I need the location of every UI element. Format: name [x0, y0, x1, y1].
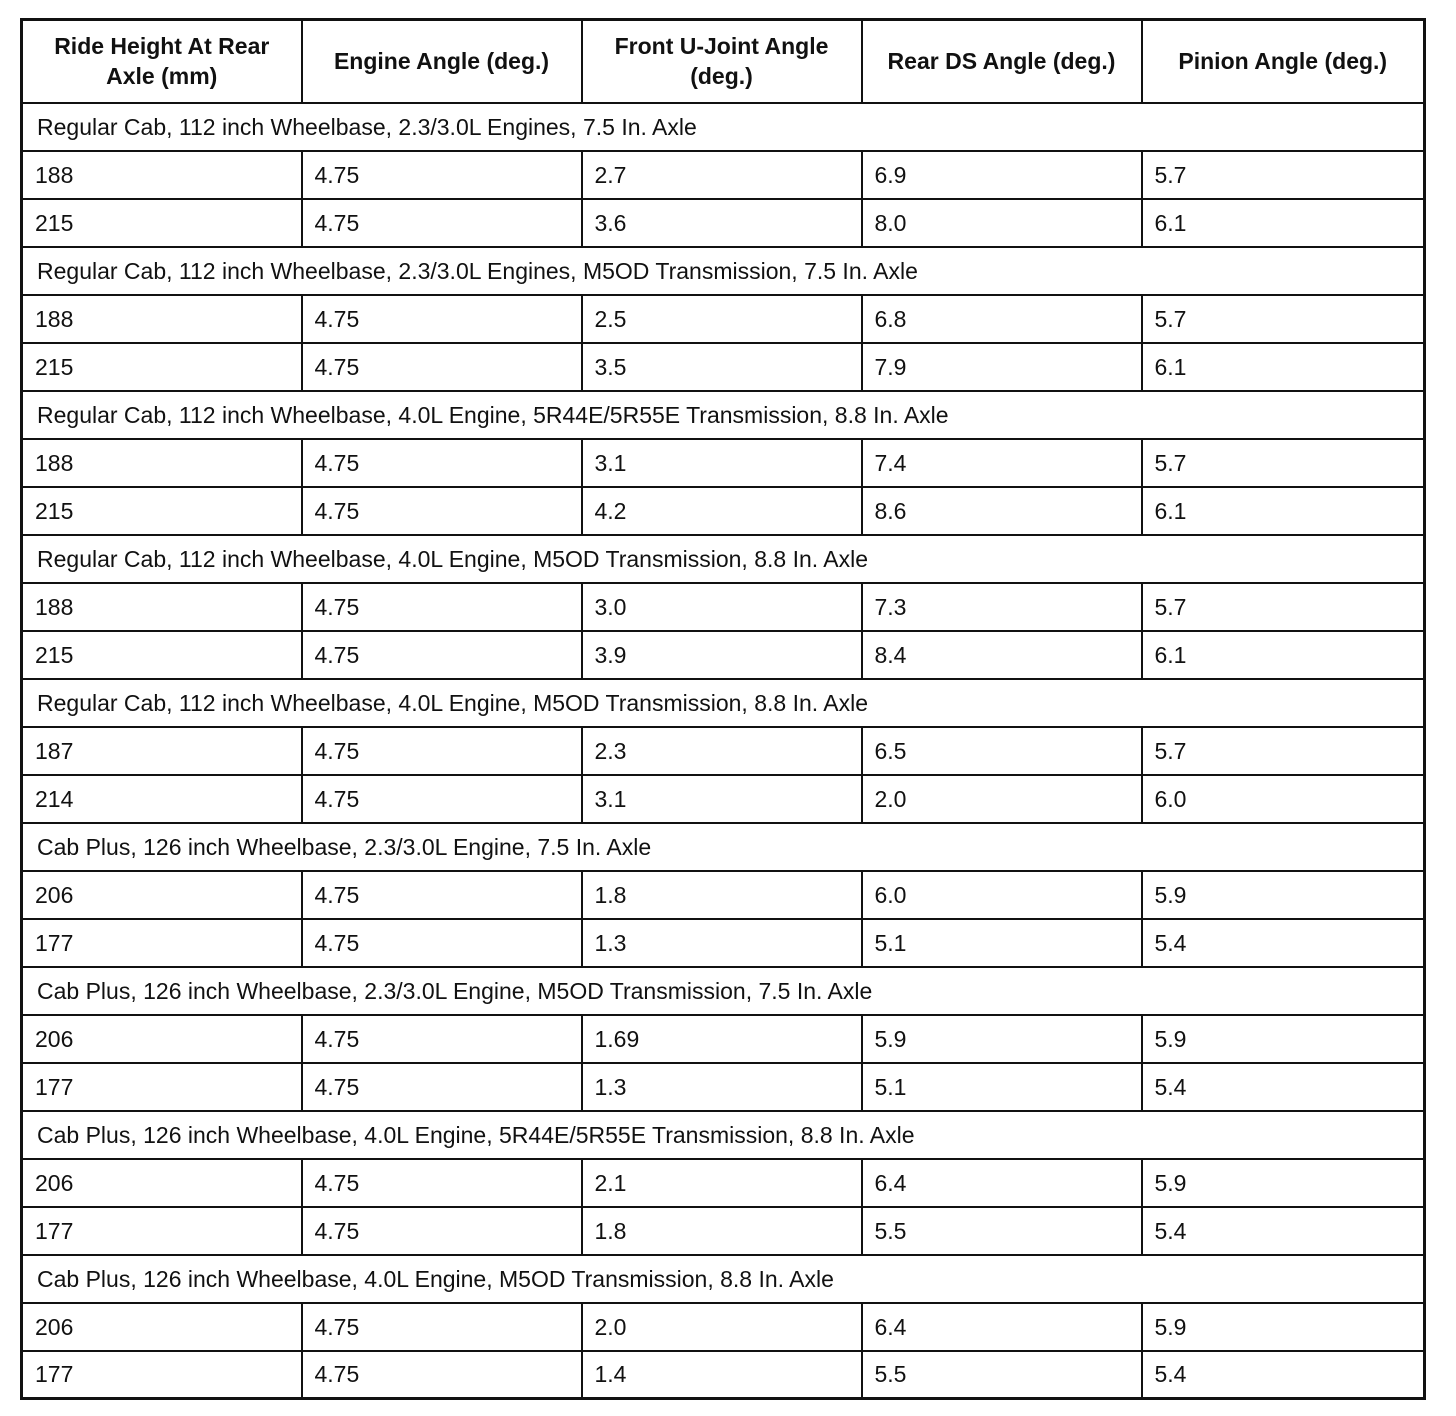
- front-ujoint-angle-cell: 1.8: [582, 871, 862, 919]
- pinion-angle-cell: 5.9: [1142, 871, 1425, 919]
- rear-ds-angle-cell: 7.3: [862, 583, 1142, 631]
- ride-height-cell: 177: [22, 1063, 302, 1111]
- table-row: [22, 343, 1425, 391]
- engine-angle-cell: 4.75: [302, 1207, 582, 1255]
- driveline-angle-table-container: [20, 18, 1423, 1400]
- pinion-angle-cell: 5.9: [1142, 1303, 1425, 1351]
- driveline-angle-table: [20, 18, 1426, 1400]
- group-title: Cab Plus, 126 inch Wheelbase, 2.3/3.0L Engine, 7.5 In. Axle: [22, 823, 1425, 871]
- engine-angle-cell: 4.75: [302, 487, 582, 535]
- pinion-angle-cell: 6.1: [1142, 487, 1425, 535]
- rear-ds-angle-cell: 5.5: [862, 1351, 1142, 1399]
- header-ride-height: Ride Height At Rear Axle (mm): [22, 20, 302, 103]
- pinion-angle-cell: 5.7: [1142, 151, 1425, 199]
- engine-angle-cell: 4.75: [302, 1015, 582, 1063]
- front-ujoint-angle-cell: 1.3: [582, 1063, 862, 1111]
- front-ujoint-angle-cell: 3.9: [582, 631, 862, 679]
- table-row: [22, 1207, 1425, 1255]
- engine-angle-cell: 4.75: [302, 583, 582, 631]
- header-row: [22, 20, 1425, 103]
- table-row: [22, 1015, 1425, 1063]
- rear-ds-angle-cell: 5.9: [862, 1015, 1142, 1063]
- rear-ds-angle-cell: 6.0: [862, 871, 1142, 919]
- table-row: [22, 1303, 1425, 1351]
- pinion-angle-cell: 5.7: [1142, 583, 1425, 631]
- table-row: [22, 583, 1425, 631]
- ride-height-cell: 214: [22, 775, 302, 823]
- ride-height-cell: 177: [22, 919, 302, 967]
- ride-height-cell: 188: [22, 583, 302, 631]
- engine-angle-cell: 4.75: [302, 631, 582, 679]
- ride-height-cell: 215: [22, 343, 302, 391]
- front-ujoint-angle-cell: 4.2: [582, 487, 862, 535]
- rear-ds-angle-cell: 6.8: [862, 295, 1142, 343]
- table-row: [22, 1351, 1425, 1399]
- pinion-angle-cell: 6.1: [1142, 199, 1425, 247]
- rear-ds-angle-cell: 5.1: [862, 919, 1142, 967]
- group-row: [22, 391, 1425, 439]
- engine-angle-cell: 4.75: [302, 871, 582, 919]
- group-row: [22, 247, 1425, 295]
- engine-angle-cell: 4.75: [302, 439, 582, 487]
- header-engine-angle: Engine Angle (deg.): [302, 20, 582, 103]
- ride-height-cell: 215: [22, 631, 302, 679]
- rear-ds-angle-cell: 6.9: [862, 151, 1142, 199]
- rear-ds-angle-cell: 8.6: [862, 487, 1142, 535]
- engine-angle-cell: 4.75: [302, 1159, 582, 1207]
- table-row: [22, 871, 1425, 919]
- table-row: [22, 199, 1425, 247]
- rear-ds-angle-cell: 8.0: [862, 199, 1142, 247]
- group-row: [22, 535, 1425, 583]
- ride-height-cell: 188: [22, 295, 302, 343]
- pinion-angle-cell: 6.0: [1142, 775, 1425, 823]
- front-ujoint-angle-cell: 3.1: [582, 775, 862, 823]
- pinion-angle-cell: 5.4: [1142, 1207, 1425, 1255]
- header-front-ujoint-angle: Front U-Joint Angle (deg.): [582, 20, 862, 103]
- group-title: Cab Plus, 126 inch Wheelbase, 4.0L Engine, M5OD Transmission, 8.8 In. Axle: [22, 1255, 1425, 1303]
- front-ujoint-angle-cell: 1.69: [582, 1015, 862, 1063]
- table-row: [22, 439, 1425, 487]
- pinion-angle-cell: 6.1: [1142, 343, 1425, 391]
- header-rear-ds-angle: Rear DS Angle (deg.): [862, 20, 1142, 103]
- engine-angle-cell: 4.75: [302, 1351, 582, 1399]
- front-ujoint-angle-cell: 3.1: [582, 439, 862, 487]
- ride-height-cell: 215: [22, 199, 302, 247]
- engine-angle-cell: 4.75: [302, 775, 582, 823]
- table-row: [22, 727, 1425, 775]
- engine-angle-cell: 4.75: [302, 727, 582, 775]
- pinion-angle-cell: 5.4: [1142, 919, 1425, 967]
- ride-height-cell: 187: [22, 727, 302, 775]
- rear-ds-angle-cell: 7.4: [862, 439, 1142, 487]
- engine-angle-cell: 4.75: [302, 343, 582, 391]
- rear-ds-angle-cell: 6.4: [862, 1159, 1142, 1207]
- table-row: [22, 151, 1425, 199]
- group-title: Cab Plus, 126 inch Wheelbase, 2.3/3.0L Engine, M5OD Transmission, 7.5 In. Axle: [22, 967, 1425, 1015]
- engine-angle-cell: 4.75: [302, 919, 582, 967]
- front-ujoint-angle-cell: 2.1: [582, 1159, 862, 1207]
- group-title: Regular Cab, 112 inch Wheelbase, 4.0L Engine, M5OD Transmission, 8.8 In. Axle: [22, 679, 1425, 727]
- engine-angle-cell: 4.75: [302, 1063, 582, 1111]
- ride-height-cell: 206: [22, 1159, 302, 1207]
- table-body: [22, 103, 1425, 1399]
- front-ujoint-angle-cell: 3.6: [582, 199, 862, 247]
- engine-angle-cell: 4.75: [302, 295, 582, 343]
- rear-ds-angle-cell: 6.5: [862, 727, 1142, 775]
- group-row: [22, 679, 1425, 727]
- ride-height-cell: 177: [22, 1207, 302, 1255]
- pinion-angle-cell: 6.1: [1142, 631, 1425, 679]
- group-row: [22, 103, 1425, 151]
- table-row: [22, 631, 1425, 679]
- front-ujoint-angle-cell: 2.7: [582, 151, 862, 199]
- front-ujoint-angle-cell: 3.0: [582, 583, 862, 631]
- rear-ds-angle-cell: 5.1: [862, 1063, 1142, 1111]
- group-row: [22, 967, 1425, 1015]
- table-row: [22, 1063, 1425, 1111]
- ride-height-cell: 206: [22, 871, 302, 919]
- ride-height-cell: 206: [22, 1303, 302, 1351]
- front-ujoint-angle-cell: 1.4: [582, 1351, 862, 1399]
- ride-height-cell: 215: [22, 487, 302, 535]
- group-title: Regular Cab, 112 inch Wheelbase, 2.3/3.0L Engines, M5OD Transmission, 7.5 In. Axle: [22, 247, 1425, 295]
- table-row: [22, 775, 1425, 823]
- table-row: [22, 1159, 1425, 1207]
- group-row: [22, 823, 1425, 871]
- group-row: [22, 1255, 1425, 1303]
- table-row: [22, 919, 1425, 967]
- rear-ds-angle-cell: 6.4: [862, 1303, 1142, 1351]
- rear-ds-angle-cell: 5.5: [862, 1207, 1142, 1255]
- pinion-angle-cell: 5.7: [1142, 295, 1425, 343]
- pinion-angle-cell: 5.9: [1142, 1159, 1425, 1207]
- front-ujoint-angle-cell: 3.5: [582, 343, 862, 391]
- group-title: Regular Cab, 112 inch Wheelbase, 4.0L Engine, M5OD Transmission, 8.8 In. Axle: [22, 535, 1425, 583]
- rear-ds-angle-cell: 8.4: [862, 631, 1142, 679]
- front-ujoint-angle-cell: 2.5: [582, 295, 862, 343]
- pinion-angle-cell: 5.4: [1142, 1063, 1425, 1111]
- group-row: [22, 1111, 1425, 1159]
- pinion-angle-cell: 5.9: [1142, 1015, 1425, 1063]
- group-title: Regular Cab, 112 inch Wheelbase, 2.3/3.0L Engines, 7.5 In. Axle: [22, 103, 1425, 151]
- ride-height-cell: 177: [22, 1351, 302, 1399]
- engine-angle-cell: 4.75: [302, 1303, 582, 1351]
- rear-ds-angle-cell: 2.0: [862, 775, 1142, 823]
- pinion-angle-cell: 5.7: [1142, 439, 1425, 487]
- front-ujoint-angle-cell: 2.0: [582, 1303, 862, 1351]
- group-title: Regular Cab, 112 inch Wheelbase, 4.0L Engine, 5R44E/5R55E Transmission, 8.8 In. Axle: [22, 391, 1425, 439]
- header-pinion-angle: Pinion Angle (deg.): [1142, 20, 1425, 103]
- front-ujoint-angle-cell: 2.3: [582, 727, 862, 775]
- front-ujoint-angle-cell: 1.3: [582, 919, 862, 967]
- engine-angle-cell: 4.75: [302, 151, 582, 199]
- table-row: [22, 295, 1425, 343]
- ride-height-cell: 188: [22, 151, 302, 199]
- group-title: Cab Plus, 126 inch Wheelbase, 4.0L Engine, 5R44E/5R55E Transmission, 8.8 In. Axle: [22, 1111, 1425, 1159]
- front-ujoint-angle-cell: 1.8: [582, 1207, 862, 1255]
- rear-ds-angle-cell: 7.9: [862, 343, 1142, 391]
- engine-angle-cell: 4.75: [302, 199, 582, 247]
- table-row: [22, 487, 1425, 535]
- ride-height-cell: 188: [22, 439, 302, 487]
- pinion-angle-cell: 5.4: [1142, 1351, 1425, 1399]
- ride-height-cell: 206: [22, 1015, 302, 1063]
- pinion-angle-cell: 5.7: [1142, 727, 1425, 775]
